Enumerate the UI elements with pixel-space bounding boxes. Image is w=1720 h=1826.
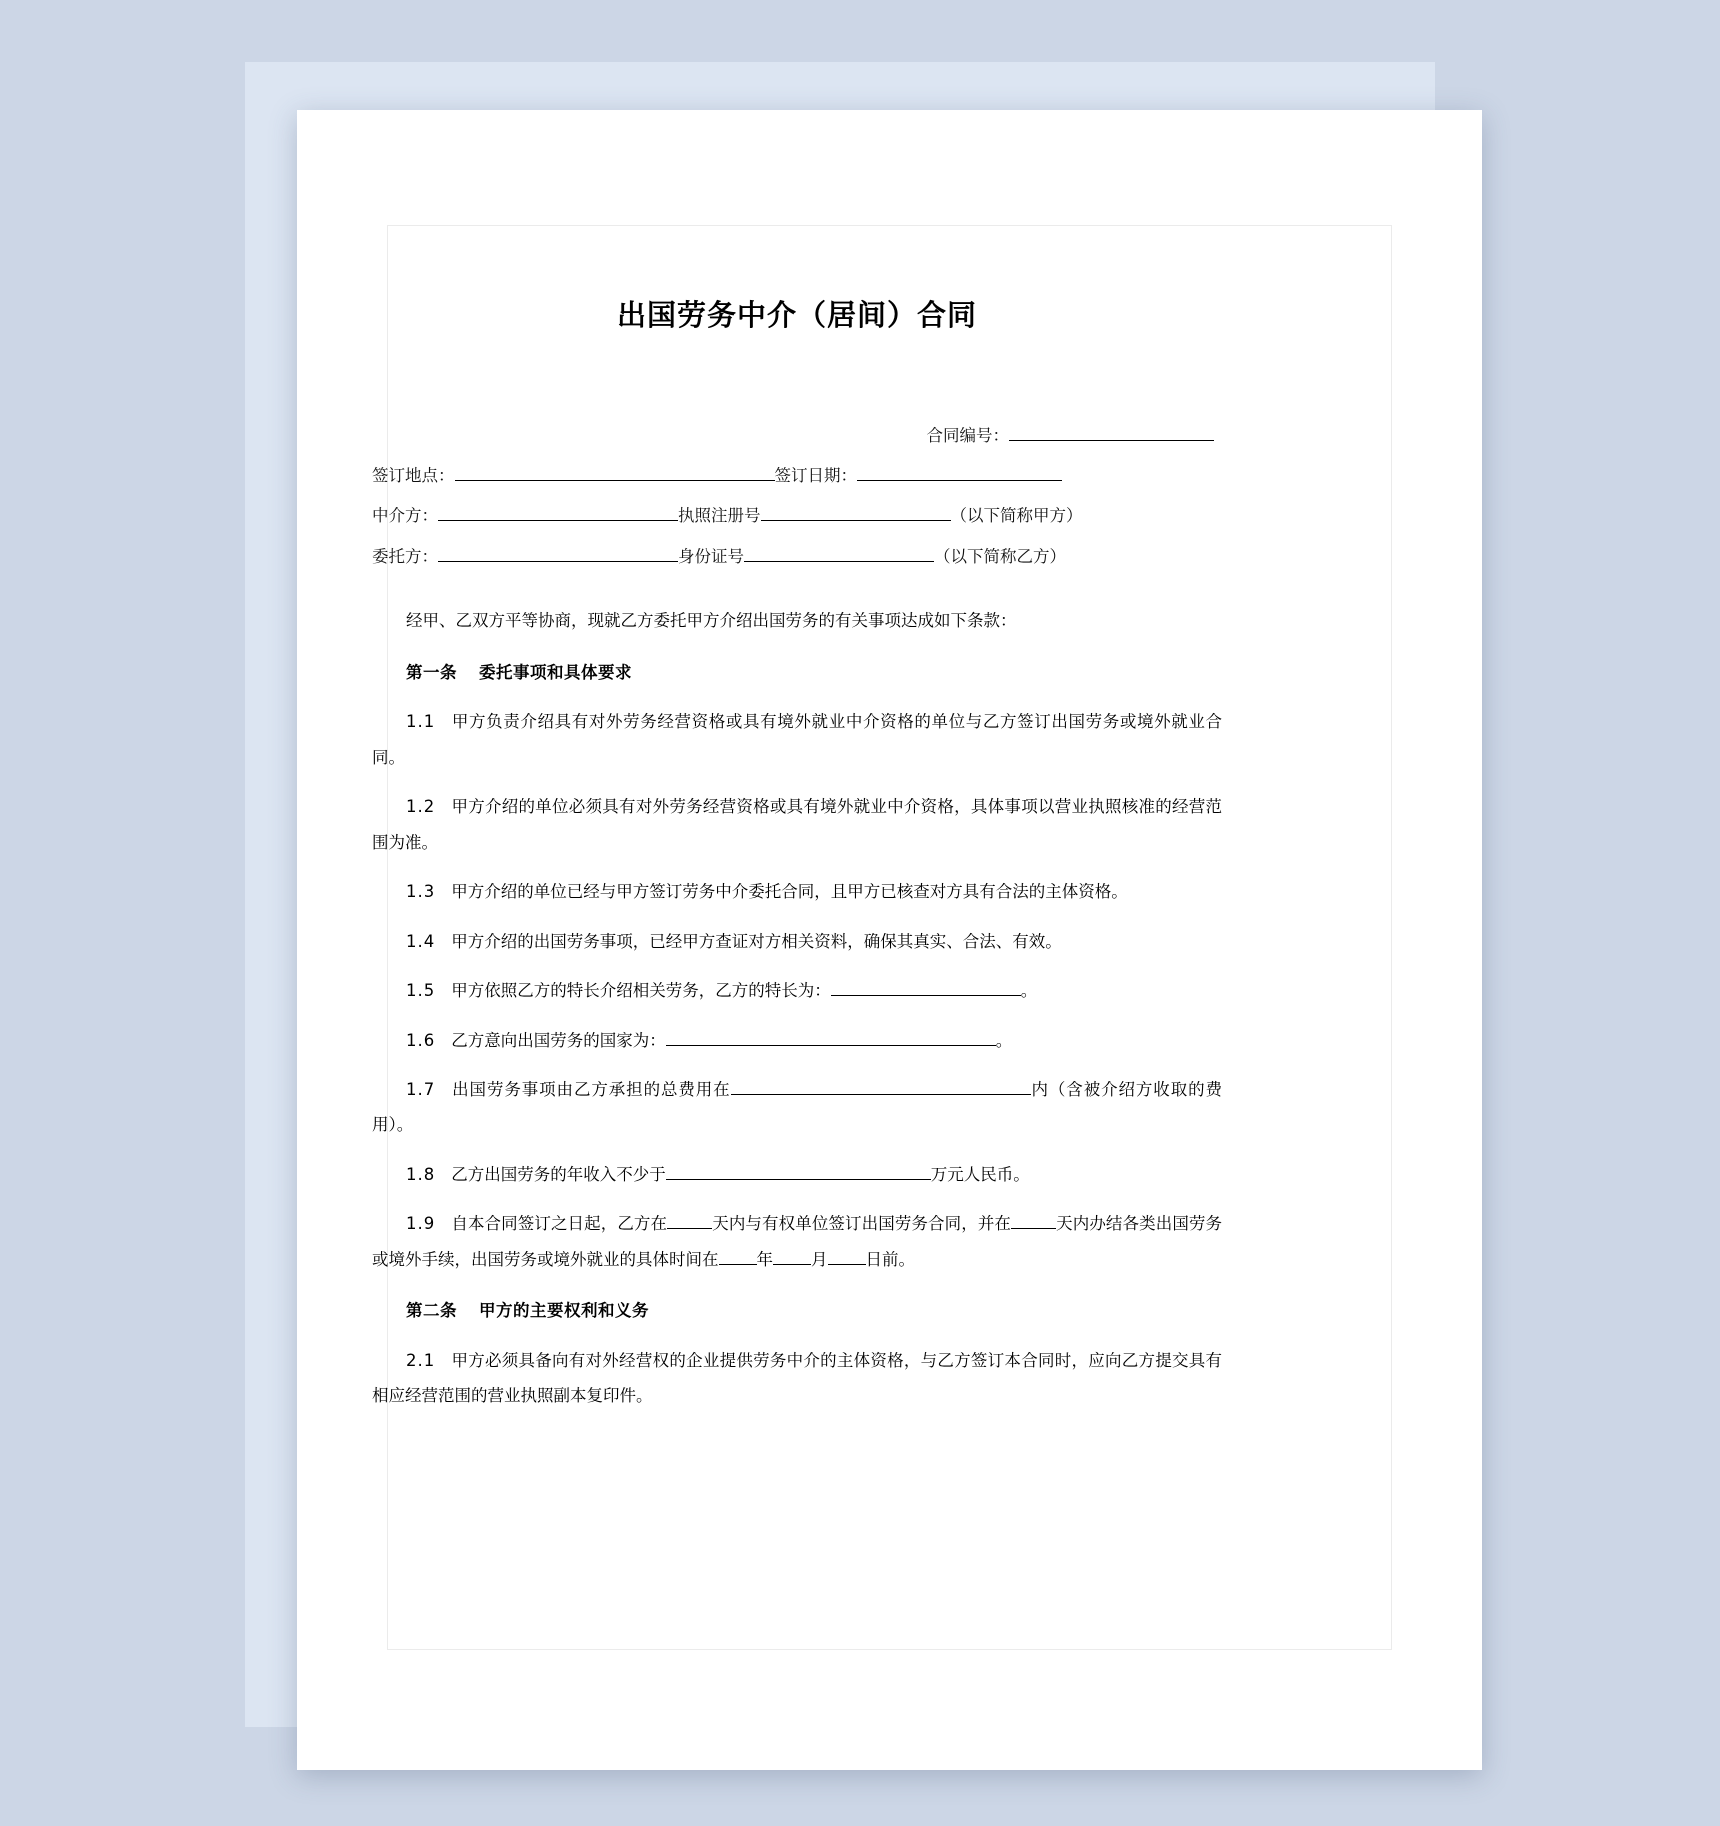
clause-1-9-blank-month[interactable] — [773, 1247, 811, 1265]
agent-label: 中介方： — [372, 506, 438, 526]
clause-1-3-text: 甲方介绍的单位已经与甲方签订劳务中介委托合同，且甲方已核查对方具有合法的主体资格。 — [451, 882, 1128, 902]
license-number-label: 执照注册号 — [678, 506, 761, 526]
clause-1-9-part-5: 日前。 — [865, 1249, 915, 1269]
contract-number-row — [372, 416, 1222, 456]
sign-date-label: 签订日期： — [774, 466, 857, 486]
contract-meta-block — [372, 416, 1222, 578]
clause-1-3-number: 1.3 — [406, 882, 436, 902]
contract-number-blank[interactable] — [1009, 423, 1214, 441]
clause-1-9-blank-2[interactable] — [1011, 1211, 1056, 1229]
clause-1-7-text-before: 出国劳务事项由乙方承担的总费用在 — [451, 1079, 731, 1099]
clause-1-8-text-after: 万元人民币。 — [930, 1164, 1030, 1184]
clause-1-9-part-2: 天内办结各类出国劳务或境外手续，出国劳务或境外就业的具体时间在 — [372, 1214, 1223, 1269]
document-content — [372, 220, 1222, 1428]
section-1-title: 委托事项和具体要求 — [479, 662, 632, 682]
license-number-blank[interactable] — [761, 503, 951, 521]
clause-2-1-text: 甲方必须具备向有对外经营权的企业提供劳务中介的主体资格，与乙方签订本合同时，应向乙方提交具有相应经营范围的营业执照副本复印件。 — [372, 1350, 1222, 1406]
clause-2-1-number: 2.1 — [406, 1350, 436, 1370]
client-label: 委托方： — [372, 546, 438, 566]
clause-2-1 — [372, 1343, 1222, 1414]
clause-1-9-blank-year[interactable] — [719, 1247, 757, 1265]
clause-1-8-text-before: 乙方出国劳务的年收入不少于 — [451, 1164, 666, 1184]
clause-1-5-blank[interactable] — [831, 978, 1021, 996]
clause-1-6-text-after: 。 — [995, 1030, 1013, 1050]
clause-1-9-part-0: 自本合同签订之日起，乙方在 — [451, 1214, 668, 1234]
document-page — [297, 110, 1482, 1770]
sign-place-label: 签订地点： — [372, 466, 455, 486]
section-1-heading — [372, 655, 1222, 690]
section-2-heading — [372, 1293, 1222, 1328]
clause-1-2-number: 1.2 — [406, 797, 436, 817]
clause-1-7-text-after: 内（含被介绍方收取的费用）。 — [372, 1079, 1223, 1135]
clause-1-4-number: 1.4 — [406, 931, 436, 951]
preamble-paragraph: 经甲、乙双方平等协商，现就乙方委托甲方介绍出国劳务的有关事项达成如下条款： — [406, 611, 1017, 631]
client-row — [372, 537, 1222, 577]
sign-date-blank[interactable] — [857, 463, 1062, 481]
clause-1-3 — [372, 874, 1222, 909]
contract-number-label: 合同编号： — [926, 425, 1009, 445]
clause-1-9-blank-day[interactable] — [828, 1247, 866, 1265]
agent-row — [372, 496, 1222, 536]
agent-name-blank[interactable] — [438, 503, 678, 521]
clause-1-6-number: 1.6 — [406, 1030, 436, 1050]
id-number-blank[interactable] — [744, 544, 934, 562]
page-title: 出国劳务中介（居间）合同 — [616, 298, 977, 332]
clause-1-6 — [372, 1023, 1222, 1058]
clause-1-9-part-4: 月 — [811, 1249, 828, 1269]
section-2-title: 甲方的主要权利和义务 — [479, 1301, 649, 1321]
clause-1-6-text-before: 乙方意向出国劳务的国家为： — [451, 1030, 666, 1050]
clause-1-9-part-3: 年 — [756, 1249, 773, 1269]
clause-1-8-blank[interactable] — [666, 1162, 931, 1180]
section-2-number: 第二条 — [406, 1301, 457, 1321]
clause-1-4-text: 甲方介绍的出国劳务事项，已经甲方查证对方相关资料，确保其真实、合法、有效。 — [451, 931, 1062, 951]
clause-1-1-number: 1.1 — [406, 712, 436, 732]
clause-1-9 — [372, 1206, 1222, 1277]
clause-1-1 — [372, 704, 1222, 775]
clause-1-4 — [372, 924, 1222, 959]
clause-1-1-text: 甲方负责介绍具有对外劳务经营资格或具有境外就业中介资格的单位与乙方签订出国劳务或境外就业合同。 — [372, 712, 1222, 767]
client-alias: （以下简称乙方） — [934, 546, 1066, 566]
clause-1-5 — [372, 973, 1222, 1008]
clause-1-6-blank[interactable] — [666, 1028, 996, 1046]
id-number-label: 身份证号 — [678, 546, 744, 566]
agent-alias: （以下简称甲方） — [950, 506, 1083, 526]
client-name-blank[interactable] — [438, 544, 678, 562]
clause-1-5-text-after: 。 — [1020, 981, 1038, 1001]
clause-1-9-number: 1.9 — [406, 1214, 436, 1234]
clause-1-9-part-1: 天内与有权单位签订出国劳务合同，并在 — [712, 1214, 1012, 1234]
clause-1-8 — [372, 1157, 1222, 1192]
clause-1-7-number: 1.7 — [406, 1079, 436, 1099]
clause-1-5-number: 1.5 — [406, 981, 436, 1001]
clause-1-9-blank-1[interactable] — [667, 1211, 712, 1229]
clause-1-7-blank[interactable] — [731, 1077, 1031, 1095]
section-1-number: 第一条 — [406, 662, 457, 682]
sign-place-blank[interactable] — [455, 463, 775, 481]
clause-1-2-text: 甲方介绍的单位必须具有对外劳务经营资格或具有境外就业中介资格，具体事项以营业执照核准的经营范围为准。 — [372, 797, 1222, 852]
clause-1-8-number: 1.8 — [406, 1164, 436, 1184]
clause-1-5-text-before: 甲方依照乙方的特长介绍相关劳务，乙方的特长为： — [451, 981, 831, 1001]
clause-1-2 — [372, 789, 1222, 860]
clause-1-7 — [372, 1072, 1222, 1143]
document-body — [372, 603, 1222, 1413]
sign-place-date-row — [372, 456, 1222, 496]
